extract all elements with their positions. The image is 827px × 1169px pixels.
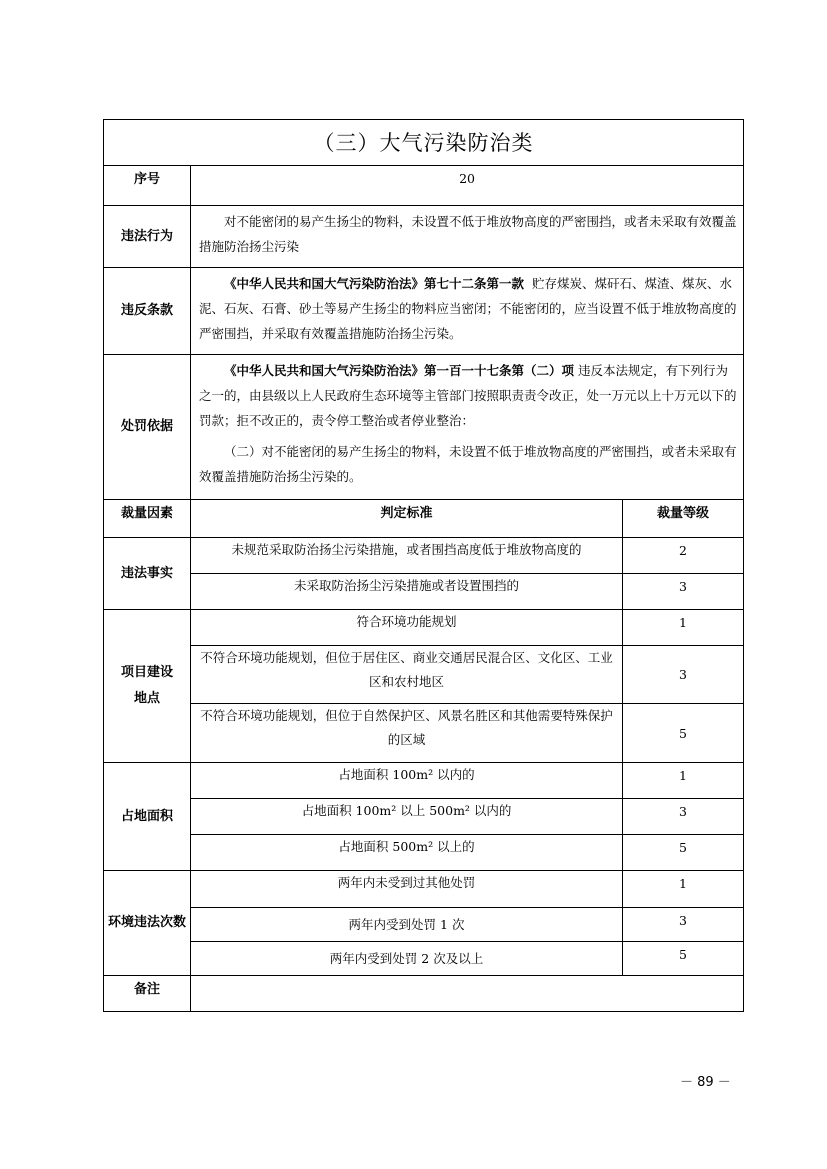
criteria-cell: 未规范采取防治扬尘污染措施，或者围挡高度低于堆放物高度的 bbox=[191, 538, 623, 574]
criteria-cell: 不符合环境功能规划，但位于居住区、商业交通居民混合区、文化区、工业区和农村地区 bbox=[191, 646, 623, 704]
level-cell: 5 bbox=[623, 704, 744, 763]
level-cell: 1 bbox=[623, 610, 744, 646]
clause-body: 贮存煤炭、煤矸石、煤渣、煤灰、水泥、石灰、石膏、砂土等易产生扬尘的物料应当密闭；不能密闭的，应当设置不低于堆放物高度的严密围挡，并采取有效覆盖措施防治扬尘污染。 bbox=[199, 276, 737, 341]
level-cell: 3 bbox=[623, 799, 744, 835]
criteria-cell: 两年内受到处罚 2 次及以上 bbox=[191, 942, 623, 976]
level-cell: 2 bbox=[623, 538, 744, 574]
factor-project-location bbox=[104, 610, 191, 763]
penalty-basis-text bbox=[191, 355, 744, 500]
level-cell: 3 bbox=[623, 574, 744, 610]
criteria-cell: 符合环境功能规划 bbox=[191, 610, 623, 646]
violated-clause-label: 违反条款 bbox=[104, 268, 191, 355]
criteria-cell: 占地面积 500m² 以上的 bbox=[191, 835, 623, 871]
remarks-value bbox=[191, 976, 744, 1012]
penalty-body: 违反本法规定，有下列行为之一的，由县级以上人民政府生态环境等主管部门按照职责责令改正，处一万元以上十万元以下的罚款；拒不改正的，责令停工整治或者停业整治： bbox=[199, 363, 737, 428]
criteria-cell: 两年内未受到过其他处罚 bbox=[191, 871, 623, 908]
section-title: （三）大气污染防治类 bbox=[104, 120, 744, 166]
criteria-cell: 未采取防治扬尘污染措施或者设置围挡的 bbox=[191, 574, 623, 610]
header-level: 裁量等级 bbox=[623, 500, 744, 538]
factor-violation-fact: 违法事实 bbox=[104, 538, 191, 610]
level-cell: 1 bbox=[623, 763, 744, 799]
serial-value: 20 bbox=[191, 166, 744, 206]
level-cell: 3 bbox=[623, 646, 744, 704]
header-factor: 裁量因素 bbox=[104, 500, 191, 538]
criteria-cell: 占地面积 100m² 以内的 bbox=[191, 763, 623, 799]
factor-name-line2: 地点 bbox=[133, 691, 160, 706]
penalty-basis-label: 处罚依据 bbox=[104, 355, 191, 500]
level-cell: 3 bbox=[623, 908, 744, 942]
penalty-item: （二）对不能密闭的易产生扬尘的物料，未设置不低于堆放物高度的严密围挡，或者未采取有效覆盖措施防治扬尘污染的。 bbox=[199, 444, 737, 484]
page-number: － 89 － bbox=[680, 1075, 731, 1090]
penalty-law-reference: 《中华人民共和国大气污染防治法》第一百一十七条第（二）项 bbox=[224, 363, 575, 378]
factor-land-area: 占地面积 bbox=[104, 763, 191, 871]
violated-clause-text bbox=[191, 268, 744, 355]
factor-name-line1: 项目建设 bbox=[120, 665, 173, 680]
violation-label: 违法行为 bbox=[104, 206, 191, 268]
remarks-label: 备注 bbox=[104, 976, 191, 1012]
criteria-cell: 占地面积 100m² 以上 500m² 以内的 bbox=[191, 799, 623, 835]
serial-label: 序号 bbox=[104, 166, 191, 206]
clause-law-reference: 《中华人民共和国大气污染防治法》第七十二条第一款 bbox=[224, 276, 525, 291]
factor-violation-count: 环境违法次数 bbox=[104, 871, 191, 976]
criteria-cell: 两年内受到处罚 1 次 bbox=[191, 908, 623, 942]
level-cell: 1 bbox=[623, 871, 744, 908]
header-criteria: 判定标准 bbox=[191, 500, 623, 538]
criteria-cell: 不符合环境功能规划，但位于自然保护区、风景名胜区和其他需要特殊保护的区域 bbox=[191, 704, 623, 763]
violation-text: 对不能密闭的易产生扬尘的物料，未设置不低于堆放物高度的严密围挡，或者未采取有效覆盖措施防治扬尘污染 bbox=[191, 206, 744, 268]
penalty-table bbox=[103, 119, 744, 1012]
level-cell: 5 bbox=[623, 835, 744, 871]
level-cell: 5 bbox=[623, 942, 744, 976]
